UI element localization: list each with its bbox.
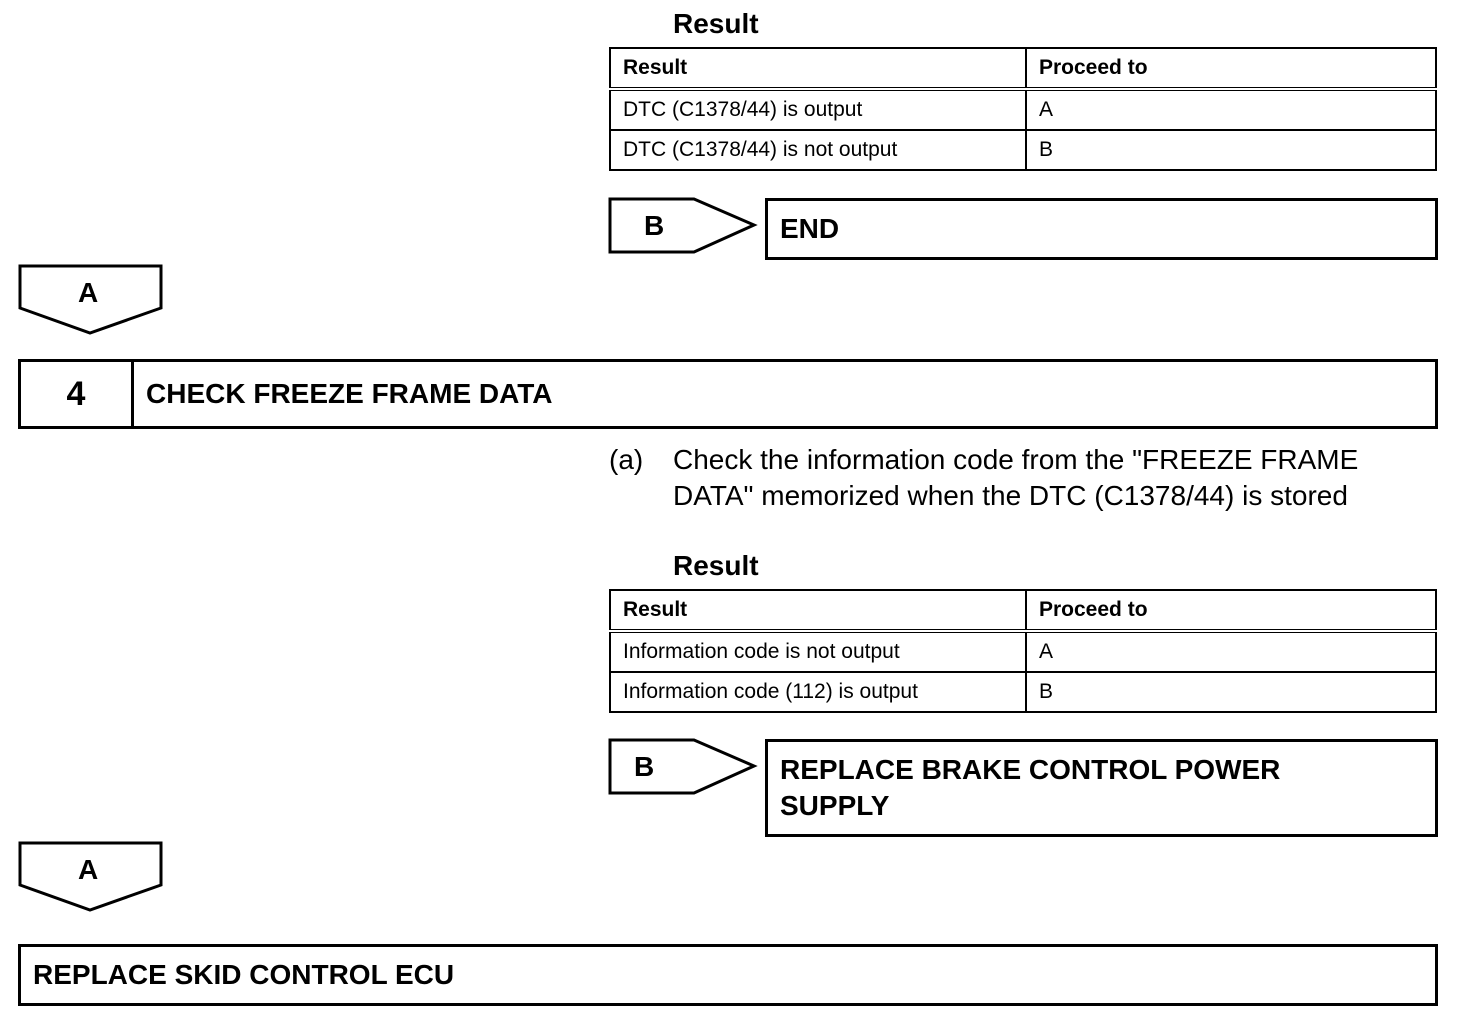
cell-proceed: A [1026, 89, 1436, 130]
header-proceed-to: Proceed to [1026, 48, 1436, 89]
cell-proceed: B [1026, 672, 1436, 712]
replace-skid-control-ecu-box: REPLACE SKID CONTROL ECU [18, 944, 1438, 1006]
cell-result: DTC (C1378/44) is not output [610, 130, 1026, 170]
action-line-1: REPLACE BRAKE CONTROL POWER [780, 754, 1281, 785]
branch-a-label: A [78, 277, 99, 308]
step-title: CHECK FREEZE FRAME DATA [146, 378, 553, 409]
branch-b-arrow-1 [608, 197, 760, 255]
header-result: Result [610, 590, 1026, 631]
result-table-1 [609, 47, 1437, 171]
cell-result: Information code is not output [610, 631, 1026, 672]
instruction-marker: (a) [609, 444, 644, 475]
action-line-2: SUPPLY [780, 790, 890, 821]
branch-a-arrow-1 [18, 264, 164, 336]
result-heading-1: Result [673, 8, 759, 39]
cell-proceed: B [1026, 130, 1436, 170]
header-proceed-to: Proceed to [1026, 590, 1436, 631]
table-row [610, 672, 1436, 712]
instruction-line-2: DATA" memorized when the DTC (C1378/44) is stored [673, 480, 1348, 511]
branch-a-arrow-2 [18, 841, 164, 913]
cell-result: Information code (112) is output [610, 672, 1026, 712]
step-4-header [18, 359, 1438, 429]
instruction-text [673, 442, 1453, 514]
result-table-2 [609, 589, 1437, 713]
branch-b-label: B [634, 751, 655, 782]
table-row [610, 89, 1436, 130]
result-heading-2: Result [673, 550, 759, 581]
replace-power-supply-box [765, 739, 1438, 837]
step-number: 4 [21, 362, 134, 426]
table-header-row [610, 590, 1436, 631]
branch-b-label: B [644, 210, 665, 241]
header-result: Result [610, 48, 1026, 89]
branch-b-arrow-2 [608, 738, 760, 796]
table-header-row [610, 48, 1436, 89]
cell-result: DTC (C1378/44) is output [610, 89, 1026, 130]
instruction-line-1: Check the information code from the "FREEZE FRAME [673, 444, 1359, 475]
table-row [610, 631, 1436, 672]
cell-proceed: A [1026, 631, 1436, 672]
branch-a-label: A [78, 854, 99, 885]
table-row [610, 130, 1436, 170]
end-box: END [765, 198, 1438, 260]
